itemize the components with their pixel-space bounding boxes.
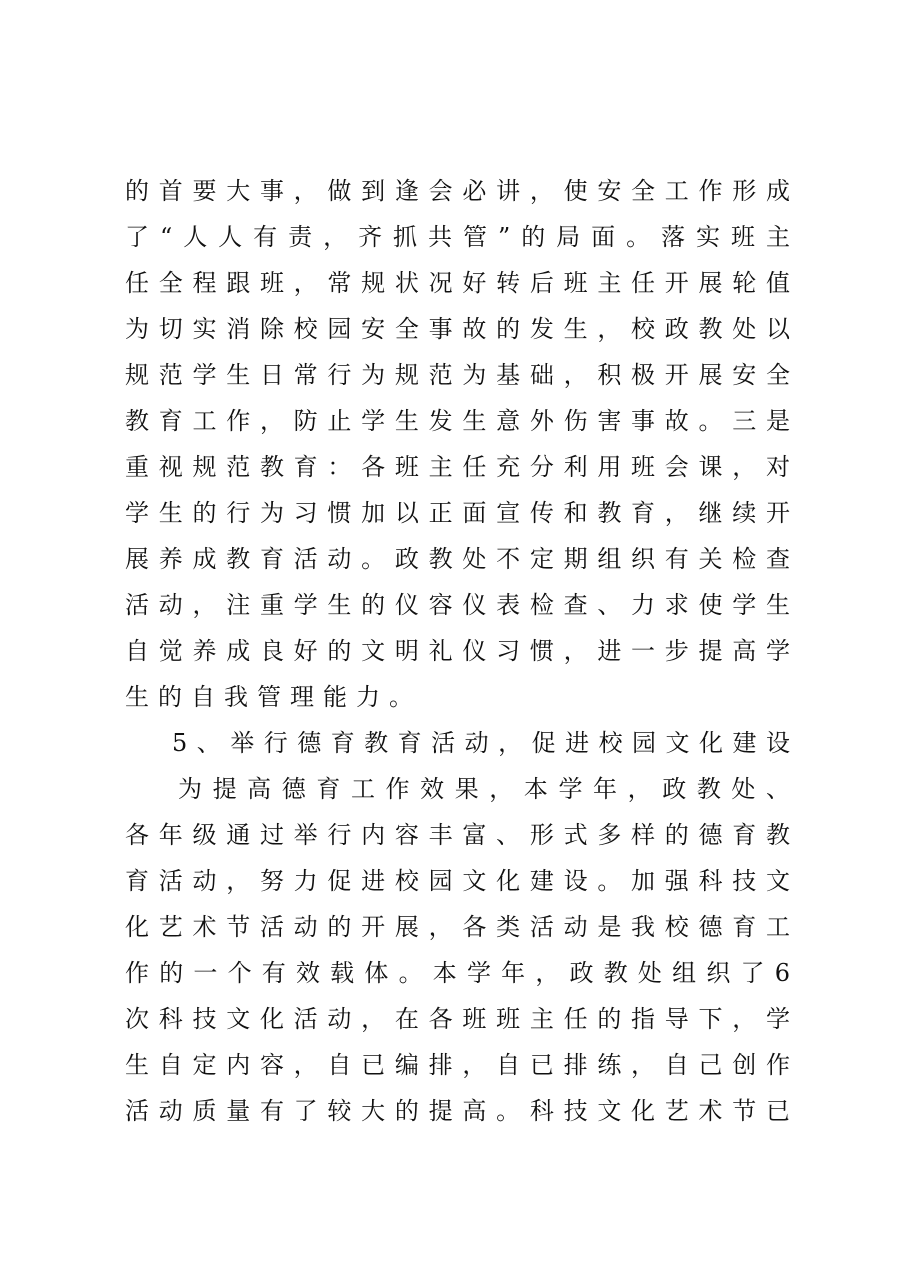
text-line-17: 化艺术节活动的开展，各类活动是我校德育工 bbox=[125, 913, 790, 941]
text-line-10: 活动，注重学生的仪容仪表检查、力求使学生 bbox=[125, 591, 790, 619]
section-heading-5: 5、举行德育教育活动，促进校园文化建设 bbox=[172, 729, 790, 757]
text-line-16: 育活动，努力促进校园文化建设。加强科技文 bbox=[125, 867, 790, 895]
text-line-9: 展养成教育活动。政教处不定期组织有关检查 bbox=[125, 545, 790, 573]
text-line-4: 为切实消除校园安全事故的发生，校政教处以 bbox=[125, 315, 790, 343]
text-line-21: 活动质量有了较大的提高。科技文化艺术节已 bbox=[125, 1097, 790, 1125]
text-line-5: 规范学生日常行为规范为基础，积极开展安全 bbox=[125, 361, 790, 389]
text-line-3: 任全程跟班，常规状况好转后班主任开展轮值 bbox=[125, 269, 790, 297]
text-line-20: 生自定内容，自已编排，自已排练，自己创作 bbox=[125, 1051, 790, 1079]
text-line-14: 为提高德育工作效果，本学年，政教处、 bbox=[178, 775, 790, 803]
text-line-2: 了“人人有责，齐抓共管”的局面。落实班主 bbox=[125, 223, 790, 251]
text-line-19: 次科技文化活动，在各班班主任的指导下，学 bbox=[125, 1005, 790, 1033]
text-line-7: 重视规范教育：各班主任充分利用班会课，对 bbox=[125, 453, 790, 481]
text-line-1: 的首要大事，做到逢会必讲，使安全工作形成 bbox=[125, 177, 790, 205]
text-line-11: 自觉养成良好的文明礼仪习惯，进一步提高学 bbox=[125, 637, 790, 665]
text-line-12: 生的自我管理能力。 bbox=[125, 683, 422, 711]
text-line-8: 学生的行为习惯加以正面宣传和教育，继续开 bbox=[125, 499, 790, 527]
text-line-15: 各年级通过举行内容丰富、形式多样的德育教 bbox=[125, 821, 790, 849]
text-line-6: 教育工作，防止学生发生意外伤害事故。三是 bbox=[125, 407, 790, 435]
text-line-18: 作的一个有效载体。本学年，政教处组织了6 bbox=[125, 959, 790, 987]
